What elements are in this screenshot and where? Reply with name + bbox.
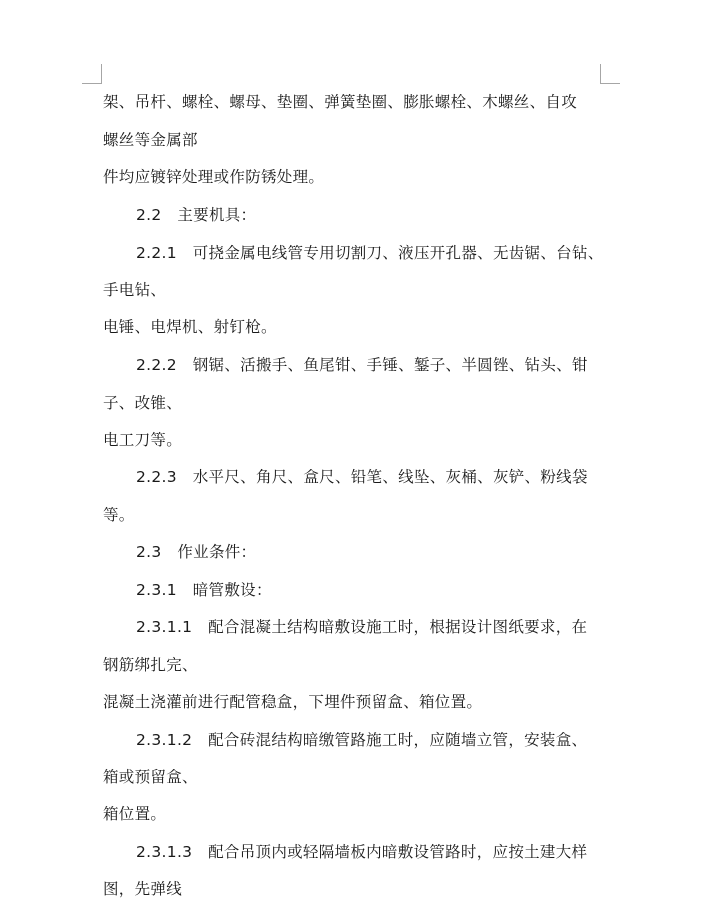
text-line: 2.3.1.2 配合砖混结构暗缴管路施工时，应随墙立管，安装盒、: [136, 731, 588, 749]
text-line: 2.2.1 可挠金属电线管专用切割刀、液压开孔器、无齿锯、台钻、: [136, 244, 604, 262]
text-line: 2.2.2 钢锯、活搬手、鱼尾钳、手锤、錾子、半圆锉、钻头、钳: [136, 356, 588, 374]
text-line: 箱位置。: [103, 805, 167, 823]
text-line: 2.3.1.1 配合混凝土结构暗敷设施工时，根据设计图纸要求，在: [136, 618, 588, 636]
text-line: 架、吊杆、螺栓、螺母、垫圈、弹簧垫圈、膨胀螺栓、木螺丝、自攻: [103, 93, 578, 111]
text-line: 图，先弹线: [103, 880, 183, 898]
text-line: 手电钻、: [103, 281, 167, 299]
text-line: 等。: [103, 506, 135, 524]
text-line: 电锤、电焊机、射钉枪。: [103, 318, 277, 336]
text-line: 螺丝等金属部: [103, 131, 198, 149]
text-line: 箱或预留盒、: [103, 768, 198, 786]
subsection-heading: 2.3.1 暗管敷设：: [136, 581, 272, 599]
text-line: 子、改锥、: [103, 394, 183, 412]
text-line: 钢筋绑扎完、: [103, 656, 198, 674]
text-line: 件均应镀锌处理或作防锈处理。: [103, 168, 325, 186]
section-heading: 2.2 主要机具：: [136, 206, 257, 224]
text-line: 2.2.3 水平尺、角尺、盒尺、铅笔、线坠、灰桶、灰铲、粉线袋: [136, 468, 588, 486]
text-line: 2.3.1.3 配合吊顶内或轻隔墙板内暗敷设管路时，应按土建大样: [136, 843, 588, 861]
text-line: 电工刀等。: [103, 431, 183, 449]
text-line: 混凝土浇灌前进行配管稳盒，下埋件预留盒、箱位置。: [103, 693, 483, 711]
section-heading: 2.3 作业条件：: [136, 543, 257, 561]
